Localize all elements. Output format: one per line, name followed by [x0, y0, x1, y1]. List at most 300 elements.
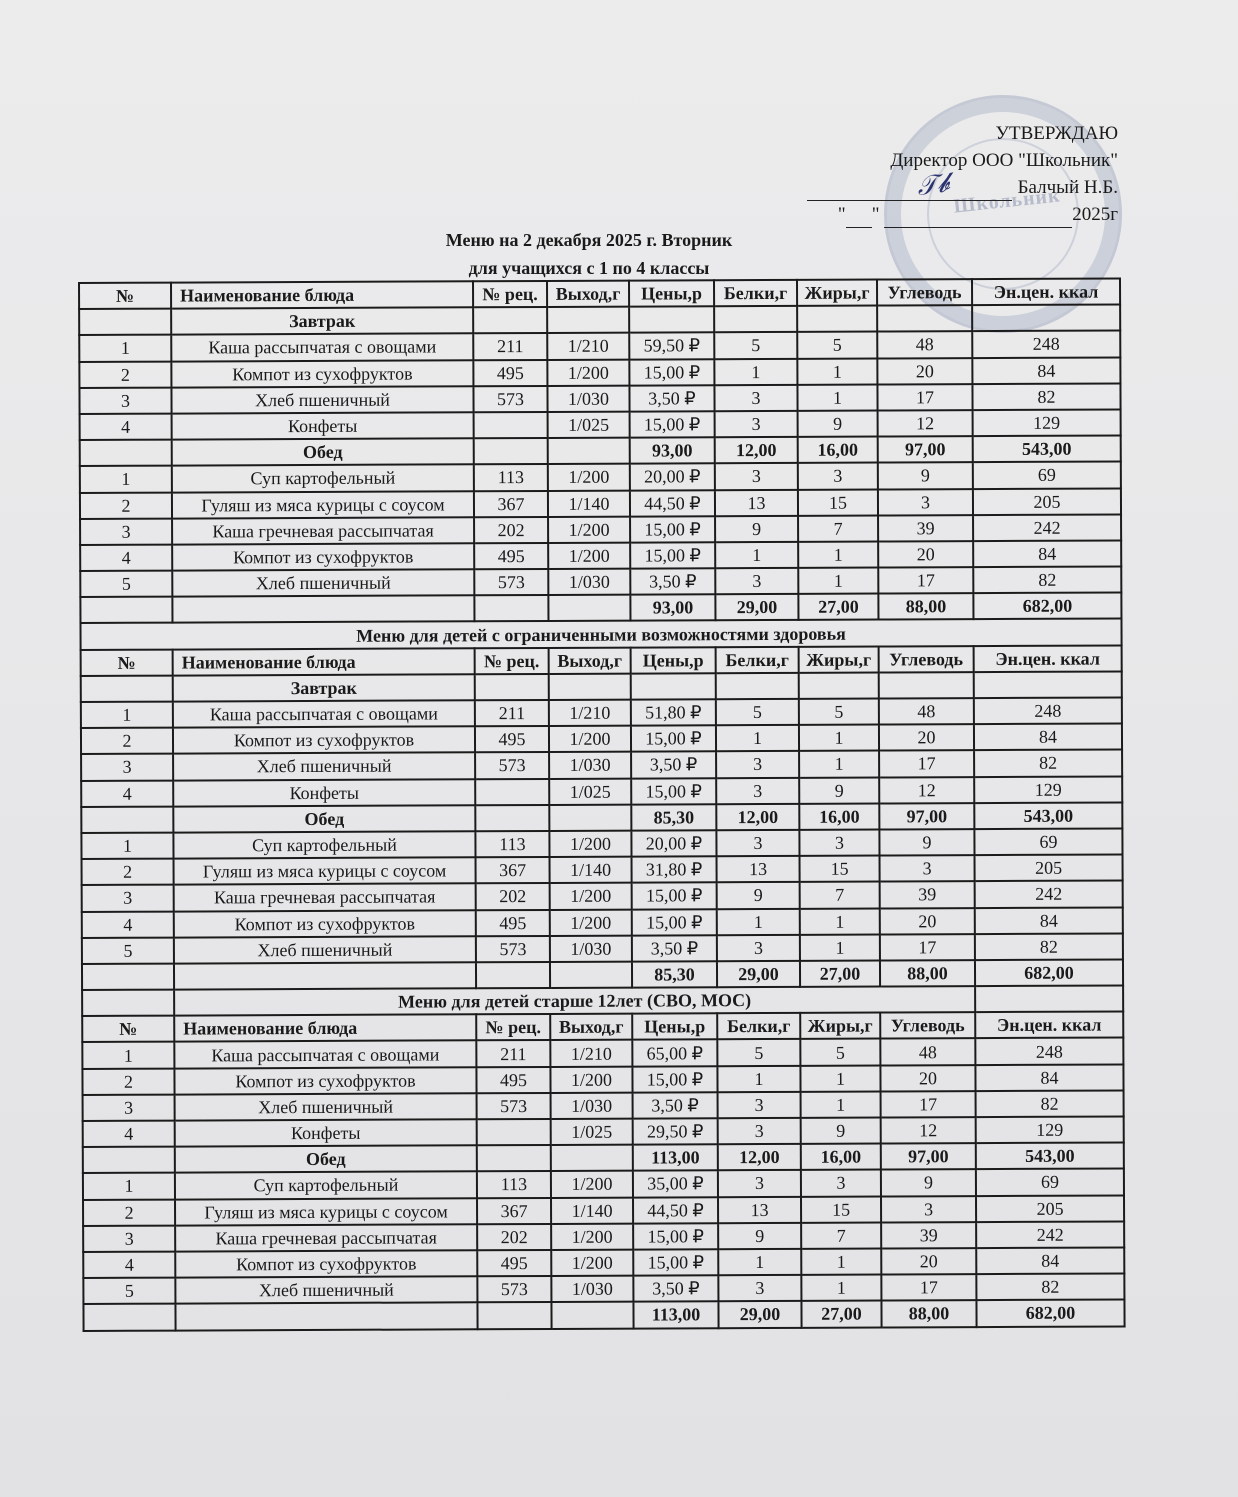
column-header-dish-name: Наименование блюда	[174, 1015, 476, 1043]
column-header-yield: Выход,г	[547, 281, 629, 308]
cell-price: 15,00 ₽	[630, 542, 715, 569]
cell-dish-name: Конфеты	[172, 412, 474, 440]
date-month-blank	[884, 211, 1072, 228]
column-header-price: Цены,р	[629, 280, 714, 307]
cell-num: 2	[79, 361, 171, 388]
empty-cell	[548, 595, 630, 622]
cell-kcal: 248	[975, 1038, 1123, 1065]
cell-price: 15,00 ₽	[632, 883, 717, 910]
cell-price: 15,00 ₽	[630, 411, 715, 438]
cell-num: 2	[83, 1199, 175, 1226]
column-header-price: Цены,р	[632, 1013, 717, 1040]
empty-cell	[175, 1303, 477, 1331]
cell-protein: 13	[715, 489, 798, 516]
cell-price: 15,00 ₽	[633, 1249, 718, 1276]
cell-num: 1	[81, 833, 173, 860]
cell-yield: 1/030	[549, 752, 631, 779]
cell-yield: 1/030	[548, 569, 630, 596]
cell-fat: 7	[798, 515, 878, 542]
total-fat: 27,00	[801, 1301, 881, 1328]
cell-num: 2	[81, 728, 173, 755]
cell-dish-name: Компот из сухофруктов	[173, 726, 475, 754]
cell-price: 3,50 ₽	[631, 752, 716, 779]
cell-protein: 3	[717, 935, 800, 962]
cell-kcal: 242	[976, 1221, 1124, 1248]
empty-cell	[548, 438, 630, 465]
cell-carbs: 12	[878, 410, 973, 437]
cell-num: 2	[80, 492, 172, 519]
cell-dish-name: Компот из сухофруктов	[175, 1250, 477, 1278]
cell-protein: 3	[716, 777, 799, 804]
cell-fat: 1	[798, 541, 878, 568]
cell-recipe-no: 495	[476, 909, 550, 936]
date-quote-open: "	[837, 204, 846, 225]
total-kcal: 543,00	[976, 1143, 1124, 1170]
cell-protein: 3	[716, 751, 799, 778]
total-fat: 16,00	[799, 803, 879, 830]
cell-recipe-no: 573	[475, 752, 549, 779]
meal-label: Завтрак	[171, 307, 473, 335]
date-year: 2025г	[1072, 204, 1118, 225]
cell-protein: 5	[717, 1039, 800, 1066]
cell-fat: 15	[800, 856, 880, 883]
cell-num: 3	[83, 1225, 175, 1252]
cell-carbs: 48	[877, 331, 972, 358]
column-header-yield: Выход,г	[550, 1014, 632, 1041]
column-header-protein: Белки,г	[714, 280, 797, 307]
cell-num: 1	[80, 466, 172, 493]
total-carbs: 88,00	[878, 593, 973, 620]
cell-carbs: 39	[881, 1222, 976, 1249]
cell-dish-name: Каша рассыпчатая с овощами	[173, 700, 475, 728]
menu-table-body	[79, 278, 1125, 1330]
total-protein: 12,00	[716, 804, 799, 831]
cell-kcal: 69	[973, 462, 1121, 489]
cell-protein: 3	[718, 1118, 801, 1145]
cell-recipe-no: 202	[474, 517, 548, 544]
cell-protein: 3	[715, 568, 798, 595]
cell-num: 1	[79, 335, 171, 362]
empty-cell	[714, 306, 797, 333]
cell-protein: 1	[714, 358, 797, 385]
cell-carbs: 20	[880, 908, 975, 935]
cell-fat: 9	[798, 410, 878, 437]
signatory-name: Балчый Н.Б.	[1017, 177, 1118, 198]
cell-protein: 13	[718, 1196, 801, 1223]
cell-yield: 1/030	[550, 935, 632, 962]
cell-recipe-no: 495	[473, 360, 547, 387]
date-day-blank	[846, 211, 872, 228]
cell-protein: 5	[716, 699, 799, 726]
cell-price: 20,00 ₽	[630, 464, 715, 491]
cell-price: 15,00 ₽	[631, 778, 716, 805]
cell-protein: 13	[717, 856, 800, 883]
cell-num: 5	[83, 1278, 175, 1305]
cell-yield: 1/200	[551, 1223, 633, 1250]
total-protein: 29,00	[718, 1301, 801, 1328]
cell-protein: 1	[716, 725, 799, 752]
total-fat: 16,00	[798, 437, 878, 464]
cell-recipe-no: 495	[474, 543, 548, 570]
cell-dish-name: Хлеб пшеничный	[175, 1093, 477, 1121]
cell-yield: 1/200	[551, 1171, 633, 1198]
date-quote-close: "	[871, 204, 880, 225]
cell-yield: 1/025	[549, 778, 631, 805]
meal-label: Обед	[172, 438, 474, 466]
cell-recipe-no: 573	[477, 1093, 551, 1120]
cell-carbs: 12	[881, 1117, 976, 1144]
cell-kcal: 129	[974, 776, 1122, 803]
column-header-dish-name: Наименование блюда	[173, 648, 475, 676]
cell-carbs: 20	[879, 724, 974, 751]
cell-kcal: 242	[975, 881, 1123, 908]
total-protein: 29,00	[717, 961, 800, 988]
cell-num: 3	[81, 754, 173, 781]
column-header-recipe-no: № рец.	[473, 281, 547, 308]
cell-yield: 1/200	[547, 359, 629, 386]
cell-fat: 1	[798, 568, 878, 595]
empty-cell	[551, 1302, 633, 1329]
empty-cell	[799, 672, 879, 699]
cell-recipe-no: 211	[475, 700, 549, 727]
cell-yield: 1/200	[551, 1250, 633, 1277]
empty-cell	[972, 305, 1120, 332]
empty-cell	[477, 1302, 551, 1329]
cell-fat: 1	[801, 1248, 881, 1275]
column-header-fat: Жиры,г	[799, 646, 879, 673]
total-carbs: 97,00	[881, 1143, 976, 1170]
total-fat: 27,00	[798, 594, 878, 621]
cell-fat: 9	[799, 777, 879, 804]
cell-fat: 1	[801, 1275, 881, 1302]
cell-protein: 3	[718, 1092, 801, 1119]
cell-kcal: 82	[976, 1274, 1124, 1301]
cell-protein: 3	[716, 830, 799, 857]
empty-cell	[975, 986, 1123, 1013]
cell-carbs: 17	[879, 750, 974, 777]
cell-num: 2	[82, 1068, 174, 1095]
cell-fat: 1	[800, 908, 880, 935]
empty-cell	[82, 963, 174, 990]
cell-num: 4	[81, 780, 173, 807]
cell-protein: 3	[718, 1275, 801, 1302]
cell-price: 3,50 ₽	[633, 1275, 718, 1302]
total-protein: 12,00	[715, 437, 798, 464]
date-line-row	[807, 201, 1118, 228]
cell-kcal: 242	[973, 514, 1121, 541]
total-price: 93,00	[630, 437, 715, 464]
empty-cell	[474, 595, 548, 622]
cell-recipe-no: 495	[475, 726, 549, 753]
section-heading: Меню для детей с ограниченными возможностями здоровья	[80, 619, 1121, 650]
cell-protein: 9	[715, 516, 798, 543]
cell-protein: 5	[714, 332, 797, 359]
director-position: Директор ООО "Школьник"	[890, 150, 1118, 171]
cell-num: 4	[80, 544, 172, 571]
cell-protein: 1	[717, 908, 800, 935]
cell-num: 4	[82, 911, 174, 938]
cell-price: 29,50 ₽	[633, 1118, 718, 1145]
cell-price: 31,80 ₽	[632, 856, 717, 883]
cell-carbs: 17	[881, 1091, 976, 1118]
column-header-kcal: Эн.цен. ккал	[975, 1012, 1123, 1039]
empty-cell	[974, 671, 1122, 698]
cell-dish-name: Каша рассыпчатая с овощами	[174, 1041, 476, 1069]
meal-label: Обед	[173, 805, 475, 833]
column-header-kcal: Эн.цен. ккал	[974, 645, 1122, 672]
empty-cell	[83, 1304, 175, 1331]
column-header-dish-name: Наименование блюда	[171, 281, 473, 309]
cell-recipe-no: 211	[476, 1040, 550, 1067]
cell-recipe-no: 495	[476, 1067, 550, 1094]
cell-fat: 15	[798, 489, 878, 516]
cell-fat: 1	[801, 1091, 881, 1118]
empty-cell	[549, 673, 631, 700]
cell-protein: 3	[715, 411, 798, 438]
cell-kcal: 82	[975, 933, 1123, 960]
cell-recipe-no	[474, 412, 548, 439]
column-header-yield: Выход,г	[549, 647, 631, 674]
approval-block	[807, 120, 1118, 228]
cell-dish-name: Каша гречневая рассыпчатая	[172, 517, 474, 545]
cell-price: 59,50 ₽	[629, 333, 714, 360]
empty-cell	[80, 440, 172, 467]
cell-num: 5	[82, 937, 174, 964]
cell-fat: 1	[799, 725, 879, 752]
cell-protein: 1	[717, 1065, 800, 1092]
cell-price: 15,00 ₽	[629, 359, 714, 386]
cell-price: 15,00 ₽	[631, 725, 716, 752]
cell-num: 4	[83, 1252, 175, 1279]
cell-recipe-no: 113	[474, 464, 548, 491]
cell-yield: 1/200	[548, 464, 630, 491]
cell-recipe-no: 367	[477, 1198, 551, 1225]
empty-cell	[549, 804, 631, 831]
cell-recipe-no: 113	[477, 1171, 551, 1198]
cell-yield: 1/210	[547, 333, 629, 360]
cell-yield: 1/210	[549, 700, 631, 727]
cell-yield: 1/200	[549, 831, 631, 858]
menu-title: Меню на 2 декабря 2025 г. Вторник	[445, 230, 733, 250]
cell-carbs: 48	[879, 698, 974, 725]
cell-fat: 5	[799, 699, 879, 726]
cell-price: 3,50 ₽	[633, 1092, 718, 1119]
menu-subtitle: для учащихся с 1 по 4 классы	[468, 258, 710, 278]
total-price: 85,30	[631, 804, 716, 831]
total-protein: 12,00	[718, 1144, 801, 1171]
column-header-carbs: Углеводь	[879, 646, 974, 673]
cell-price: 3,50 ₽	[629, 385, 714, 412]
total-price: 113,00	[633, 1144, 718, 1171]
cell-protein: 9	[718, 1223, 801, 1250]
total-price: 93,00	[630, 594, 715, 621]
cell-yield: 1/200	[548, 516, 630, 543]
empty-cell	[877, 305, 972, 332]
cell-yield: 1/140	[548, 490, 630, 517]
cell-num: 1	[82, 1042, 174, 1069]
cell-kcal: 205	[975, 855, 1123, 882]
cell-recipe-no: 202	[476, 883, 550, 910]
cell-fat: 5	[797, 332, 877, 359]
column-header-kcal: Эн.цен. ккал	[972, 278, 1120, 305]
cell-recipe-no	[475, 779, 549, 806]
cell-kcal: 82	[974, 750, 1122, 777]
cell-carbs: 17	[878, 567, 973, 594]
cell-carbs: 12	[879, 777, 974, 804]
cell-dish-name: Гуляш из мяса курицы с соусом	[172, 491, 474, 519]
cell-dish-name: Хлеб пшеничный	[172, 569, 474, 597]
cell-price: 3,50 ₽	[630, 568, 715, 595]
cell-kcal: 82	[976, 1090, 1124, 1117]
cell-kcal: 82	[973, 567, 1121, 594]
meal-label: Завтрак	[173, 674, 475, 702]
cell-protein: 9	[717, 882, 800, 909]
cell-kcal: 84	[975, 907, 1123, 934]
total-kcal: 543,00	[974, 802, 1122, 829]
empty-cell	[82, 990, 174, 1017]
cell-kcal: 69	[974, 828, 1122, 855]
cell-kcal: 129	[973, 409, 1121, 436]
cell-carbs: 17	[881, 1274, 976, 1301]
column-header-num: №	[82, 1016, 174, 1043]
cell-kcal: 82	[972, 383, 1120, 410]
total-fat: 27,00	[800, 960, 880, 987]
cell-fat: 1	[797, 358, 877, 385]
cell-carbs: 3	[880, 855, 975, 882]
cell-carbs: 17	[877, 384, 972, 411]
total-kcal: 543,00	[973, 436, 1121, 463]
total-fat: 16,00	[801, 1144, 881, 1171]
cell-yield: 1/025	[551, 1119, 633, 1146]
cell-yield: 1/030	[551, 1276, 633, 1303]
cell-yield: 1/030	[551, 1092, 633, 1119]
cell-price: 3,50 ₽	[632, 935, 717, 962]
cell-dish-name: Хлеб пшеничный	[173, 753, 475, 781]
total-price: 113,00	[633, 1302, 718, 1329]
cell-carbs: 48	[880, 1039, 975, 1066]
empty-cell	[174, 962, 476, 990]
cell-kcal: 69	[976, 1169, 1124, 1196]
cell-dish-name: Гуляш из мяса курицы с соусом	[175, 1198, 477, 1226]
total-kcal: 682,00	[976, 1300, 1124, 1327]
column-header-carbs: Углеводь	[877, 279, 972, 306]
cell-carbs: 3	[881, 1196, 976, 1223]
cell-fat: 7	[800, 882, 880, 909]
cell-price: 35,00 ₽	[633, 1171, 718, 1198]
cell-price: 15,00 ₽	[632, 909, 717, 936]
signature-line	[807, 167, 1012, 203]
cell-price: 65,00 ₽	[632, 1040, 717, 1067]
cell-price: 15,00 ₽	[633, 1223, 718, 1250]
cell-recipe-no: 573	[473, 386, 547, 413]
meal-label: Обед	[175, 1145, 477, 1173]
cell-kcal: 84	[974, 724, 1122, 751]
total-carbs: 88,00	[880, 960, 975, 987]
cell-dish-name: Компот из сухофруктов	[172, 543, 474, 571]
cell-protein: 1	[718, 1249, 801, 1276]
cell-dish-name: Суп картофельный	[172, 465, 474, 493]
cell-dish-name: Суп картофельный	[175, 1172, 477, 1200]
column-header-protein: Белки,г	[717, 1013, 800, 1040]
empty-cell	[81, 806, 173, 833]
cell-fat: 3	[799, 829, 879, 856]
signature-line-row	[807, 167, 1118, 203]
cell-protein: 3	[715, 463, 798, 490]
menu-table	[78, 277, 1126, 1331]
cell-kcal: 205	[976, 1195, 1124, 1222]
cell-dish-name: Хлеб пшеничный	[171, 386, 473, 414]
cell-recipe-no	[477, 1119, 551, 1146]
cell-recipe-no: 573	[477, 1276, 551, 1303]
cell-fat: 9	[801, 1118, 881, 1145]
column-header-carbs: Углеводь	[880, 1012, 975, 1039]
cell-kcal: 248	[972, 331, 1120, 358]
cell-fat: 15	[801, 1196, 881, 1223]
cell-recipe-no: 573	[476, 936, 550, 963]
cell-dish-name: Компот из сухофруктов	[174, 910, 476, 938]
empty-cell	[79, 309, 171, 336]
cell-yield: 1/200	[549, 726, 631, 753]
empty-cell	[81, 675, 173, 702]
empty-cell	[80, 597, 172, 624]
cell-protein: 3	[714, 385, 797, 412]
total-protein: 29,00	[715, 594, 798, 621]
cell-kcal: 205	[973, 488, 1121, 515]
cell-carbs: 20	[881, 1248, 976, 1275]
cell-dish-name: Компот из сухофруктов	[171, 360, 473, 388]
total-carbs: 88,00	[881, 1300, 976, 1327]
cell-price: 51,80 ₽	[631, 699, 716, 726]
cell-recipe-no: 113	[475, 831, 549, 858]
cell-num: 1	[81, 702, 173, 729]
cell-fat: 3	[798, 463, 878, 490]
cell-carbs: 17	[880, 934, 975, 961]
cell-dish-name: Гуляш из мяса курицы с соусом	[174, 857, 476, 885]
cell-dish-name: Хлеб пшеничный	[175, 1276, 477, 1304]
cell-recipe-no: 367	[476, 857, 550, 884]
cell-yield: 1/140	[550, 857, 632, 884]
approve-label: УТВЕРЖДАЮ	[995, 123, 1118, 144]
cell-fat: 3	[801, 1170, 881, 1197]
empty-cell	[631, 673, 716, 700]
cell-yield: 1/200	[548, 542, 630, 569]
empty-cell	[83, 1147, 175, 1174]
cell-num: 1	[83, 1173, 175, 1200]
cell-fat: 1	[799, 751, 879, 778]
cell-kcal: 248	[974, 697, 1122, 724]
cell-yield: 1/210	[550, 1040, 632, 1067]
total-kcal: 682,00	[975, 959, 1123, 986]
cell-recipe-no: 211	[473, 333, 547, 360]
empty-cell	[474, 438, 548, 465]
cell-carbs: 9	[878, 462, 973, 489]
cell-carbs: 39	[878, 515, 973, 542]
total-carbs: 97,00	[879, 803, 974, 830]
cell-dish-name: Суп картофельный	[173, 831, 475, 859]
cell-num: 3	[80, 518, 172, 545]
cell-yield: 1/140	[551, 1197, 633, 1224]
cell-price: 44,50 ₽	[630, 490, 715, 517]
empty-cell	[550, 961, 632, 988]
cell-yield: 1/200	[550, 883, 632, 910]
cell-kcal: 84	[976, 1247, 1124, 1274]
column-header-recipe-no: № рец.	[476, 1014, 550, 1041]
stamp-text: Школьник	[952, 184, 1062, 218]
cell-fat: 1	[800, 934, 880, 961]
empty-cell	[879, 672, 974, 699]
total-carbs: 97,00	[878, 436, 973, 463]
cell-kcal: 84	[975, 1064, 1123, 1091]
